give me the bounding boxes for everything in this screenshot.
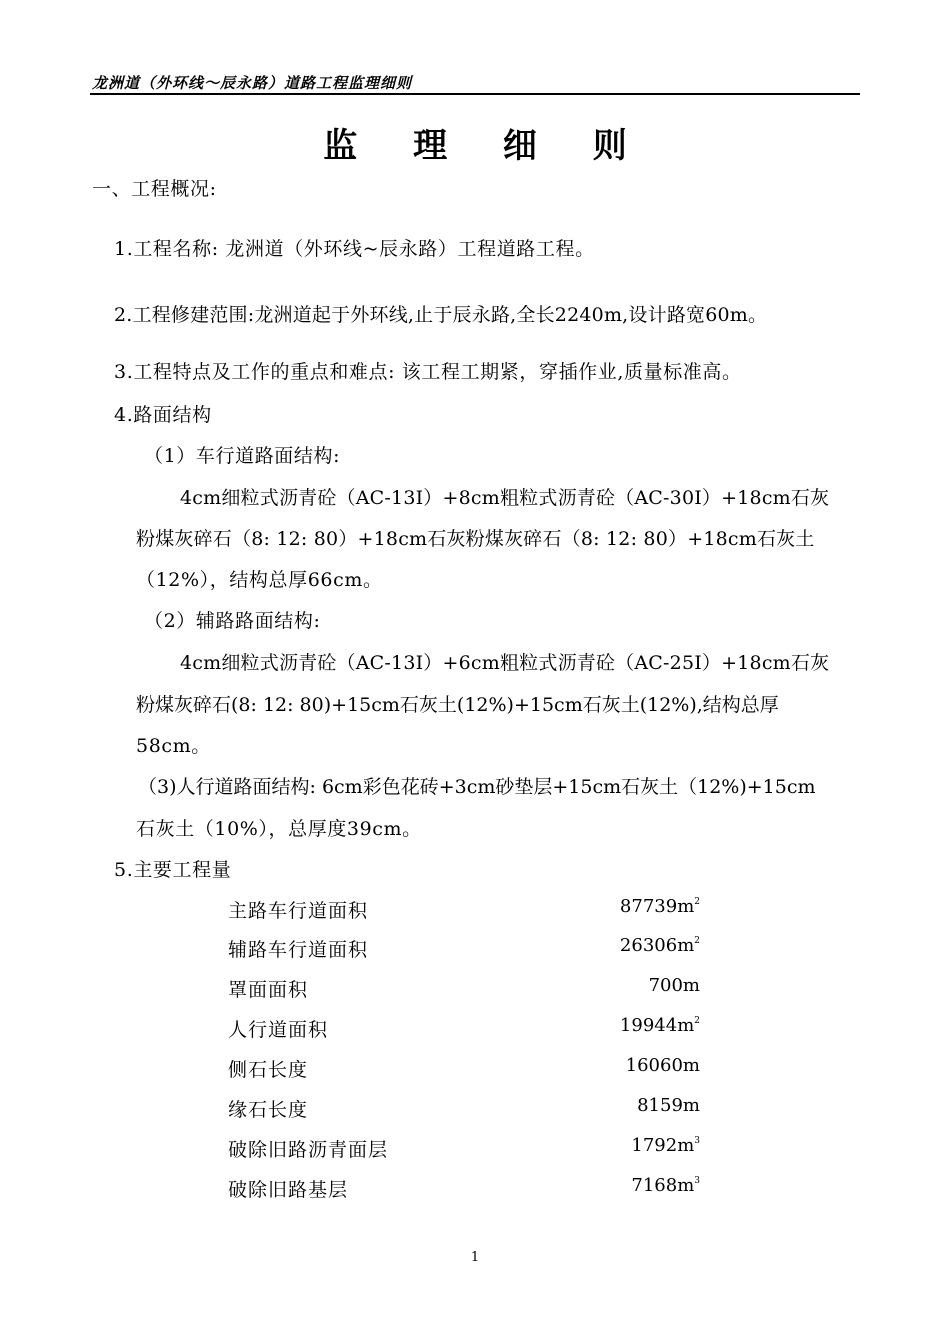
quantity-value: 16060m <box>625 1055 700 1076</box>
quantity-label: 破除旧路基层 <box>228 1179 349 1201</box>
item-main-quantities: 5.主要工程量 <box>114 859 232 881</box>
carriageway-structure-line-3: （12%），结构总厚66cm。 <box>136 569 383 591</box>
sub-heading-auxiliary-road: （2）辅路路面结构: <box>144 610 321 632</box>
quantity-label: 缘石长度 <box>228 1099 309 1121</box>
carriageway-structure-line-1: 4cm细粒式沥青砼（AC-13Ⅰ）+8cm粗粒式沥青砼（AC-30Ⅰ）+18cm石灰 <box>180 487 830 509</box>
quantity-value: $7168m^3$ <box>631 1175 700 1196</box>
quantity-label: 辅路车行道面积 <box>228 939 369 961</box>
carriageway-structure-line-2: 粉煤灰碎石（8: 12: 80）+18cm石灰粉煤灰碎石（8: 12: 80）+18cm石灰土 <box>136 528 815 550</box>
auxiliary-structure-line-1: 4cm细粒式沥青砼（AC-13Ⅰ）+6cm粗粒式沥青砼（AC-25Ⅰ）+18cm石灰 <box>180 652 830 674</box>
sidewalk-structure-line-1: （3)人行道路面结构: 6cm彩色花砖+3cm砂垫层+15cm石灰土（12%)+15cm <box>138 776 816 798</box>
quantity-label: 侧石长度 <box>228 1059 309 1081</box>
item-pavement-structure: 4.路面结构 <box>114 404 212 426</box>
item-project-name: 1.工程名称: 龙洲道（外环线~辰永路）工程道路工程。 <box>114 238 595 260</box>
quantity-value: 8159m <box>637 1095 700 1116</box>
quantity-value: $87739m^2$ <box>619 896 700 917</box>
item-key-difficulties: 3.工程特点及工作的重点和难点: 该工程工期紧，穿插作业,质量标准高。 <box>114 361 742 383</box>
quantity-value: 700m <box>648 975 700 996</box>
quantity-value: $1792m^3$ <box>631 1135 700 1156</box>
item-construction-scope: 2.工程修建范围:龙洲道起于外环线,止于辰永路,全长2240m,设计路宽60m。 <box>114 304 768 326</box>
quantity-value: $26306m^2$ <box>619 935 700 956</box>
sidewalk-structure-line-2: 石灰土（10%），总厚度39cm。 <box>136 818 422 840</box>
auxiliary-structure-line-3: 58cm。 <box>136 735 211 757</box>
quantity-label: 主路车行道面积 <box>228 900 369 922</box>
running-header: 龙洲道（外环线～辰永路）道路工程监理细则 <box>92 74 413 92</box>
auxiliary-structure-line-2: 粉煤灰碎石(8: 12: 80)+15cm石灰土(12%)+15cm石灰土(12%),结构总厚 <box>136 694 779 716</box>
sub-heading-carriageway: （1）车行道路面结构: <box>144 445 341 467</box>
quantity-label: 破除旧路沥青面层 <box>228 1139 389 1161</box>
quantity-value: $19944m^2$ <box>619 1015 700 1036</box>
quantity-label: 罩面面积 <box>228 979 309 1001</box>
quantity-label: 人行道面积 <box>228 1019 329 1041</box>
page-number: 1 <box>470 1250 480 1265</box>
header-divider <box>90 93 860 95</box>
section-heading: 一、工程概况: <box>92 178 217 200</box>
page-title: 监 理 细 则 <box>323 126 649 166</box>
